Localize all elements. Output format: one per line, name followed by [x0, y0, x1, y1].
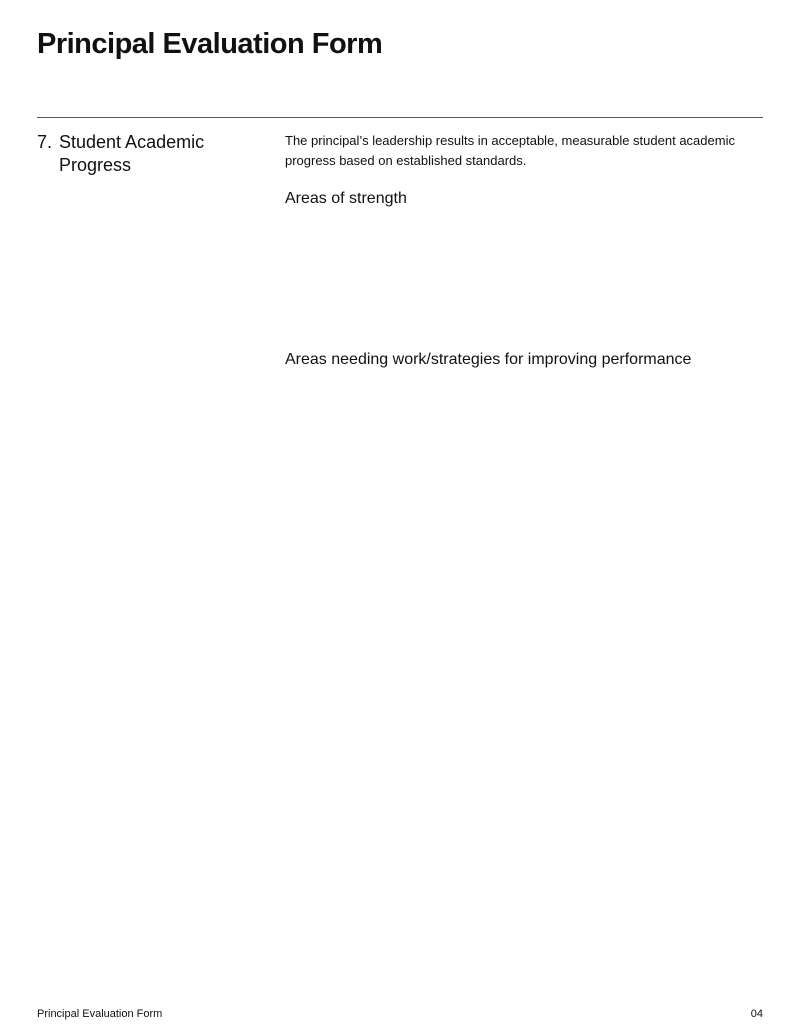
page-number: 04 — [750, 1008, 763, 1020]
strengths-label: Areas of strength — [285, 190, 407, 207]
section-title-line2: Progress — [59, 155, 132, 175]
section-title-line1: Student Academic — [59, 132, 205, 152]
divider — [37, 117, 763, 118]
footer-title: Principal Evaluation Form — [37, 1008, 163, 1020]
needs-work-label: Areas needing work/strategies for improving performance — [285, 351, 692, 368]
section-number: 7. — [37, 132, 53, 152]
section-description: The principal’s leadership results in acceptable, measurable student academic progress based on established standards. — [285, 133, 735, 168]
section-heading — [37, 131, 204, 177]
page-title: Principal Evaluation Form — [37, 28, 383, 60]
